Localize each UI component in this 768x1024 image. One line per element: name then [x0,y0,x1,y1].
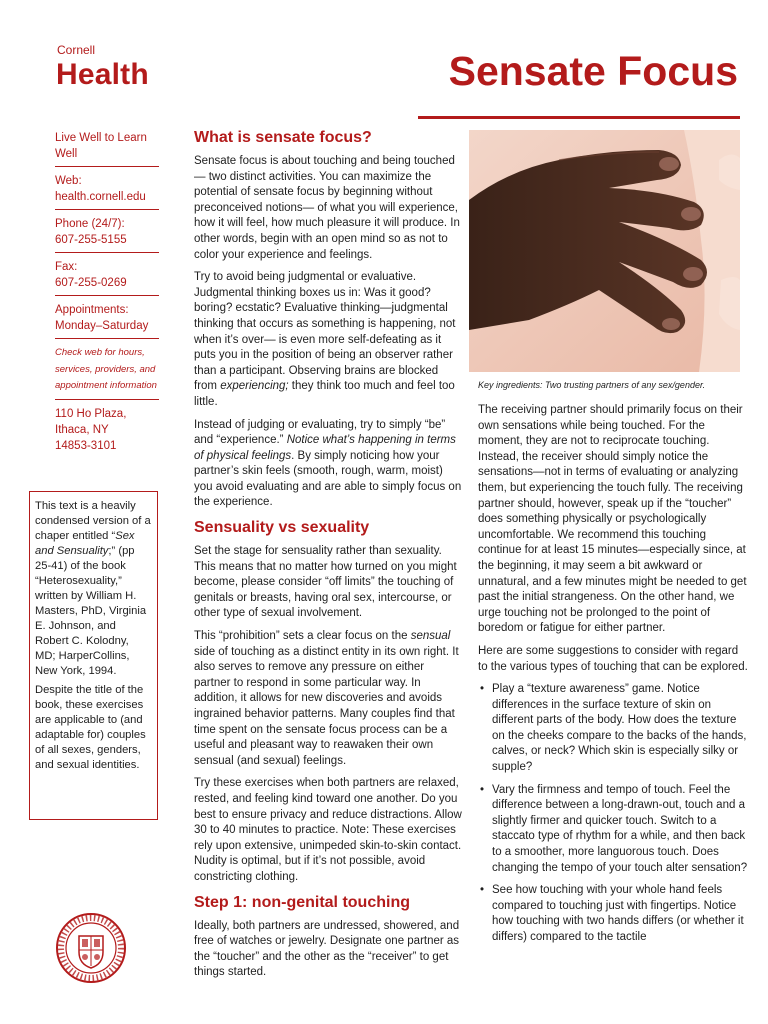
appointments-days: Monday–Saturday [55,320,149,332]
cornell-seal-icon [55,912,127,984]
heading-step-1: Step 1: non-genital touching [194,893,410,911]
phone-number[interactable]: 607-255-5155 [55,234,127,246]
address-line-1: 110 Ho Plaza, [55,407,127,420]
paragraph: Set the stage for sensuality rather than sexuality. This means that no matter how turned on you might become, please consider “off limits” the touching of genitals or breasts, having oral sex, intercourse, or other type of sexual involvement. [194,545,457,620]
paragraph: Sensate focus is about touching and being touched — two distinct activities. You can maximize the potential of sensate focus by beginning without preconceived notions— of what you will experience, how it will feel, how much pleasure it will produce. In other words, begin with an open mind so as not to color your experience and feelings. [194,155,460,261]
source-note: This text is a heavily condensed version of a chaper entitled “Sex and Sensuality;” (pp 25-41) of the book “Heterosexuality,” written by William H. Masters, PhD, Virginia E. Johnson, and Robert C. Kolodny, MD; HarperCollins, New York, 1994. [35,500,151,677]
fax-label: Fax: [55,261,78,273]
brand-health: Health [56,58,149,91]
list-item: • Vary the firmness and tempo of touch. Feel the difference between a long-drawn-out, touch and a slightly firmer and quicker touch. Switch to a staccato type of rhythm for a while, and then back to a smoother, more languorous touch. Does changing the tempo of your touch alter sensation? [478,783,750,877]
heading-what-is: What is sensate focus? [194,129,372,146]
document-title: Sensate Focus [448,48,738,94]
list-item: • Play a “texture awareness” game. Notice differences in the surface texture of skin on different parts of the body. How does the texture on the cheeks compare to the backs of the hands, calves, or neck? Which skin is especially silky or supple? [478,682,750,776]
contact-fax [55,257,159,296]
address-line-3: 14853-3101 [55,439,117,452]
paragraph: Here are some suggestions to consider with regard to the various types of touching that can be explored. [478,644,748,673]
paragraph: Ideally, both partners are undressed, showered, and free of watches or jewelry. Designate one partner as the “toucher” and the other as the “receiver” to get things started. [194,919,460,979]
address-line-2: Ithaca, NY [55,423,109,436]
heading-sensuality: Sensuality vs sexuality [194,519,370,537]
contact-note: Check web for hours, services, providers, and appointment information [55,343,159,400]
middle-column [194,128,462,988]
paragraph: Try these exercises when both partners are relaxed, rested, and feeling kind toward one another. Do you best to ensure privacy and reduce distractions. Allow 30 to 40 minutes to practice. Note: These exercises rely upon extensive, unimpeded skin-to-skin contact. Nudity is optimal, but if it’s not possible, avoid constricting clothing. [194,777,462,883]
list-item: • See how touching with your whole hand feels compared to touching just with fingertips. Notice how touching with two hands differs (or whether it differs) compared to the tactile [478,883,750,945]
adaptability-note: Despite the title of the book, these exercises are applicable to (and adaptable for) couples of all sexes, genders, and sexual identities. [35,684,146,771]
paragraph: Try to avoid being judgmental or evaluative. Judgmental thinking boxes us in: Was it good? boring? ecstatic? Evaluative thinking—judgmental thinking that occurs as something is happening, not when it’s over— is even more self-defeating as it puts you in the position of being an observer rather than a participant. Observing brains are blocked from experiencing; they think too much and feel too little. [194,271,456,408]
paragraph: The receiving partner should primarily focus on their own sensations while being touched. For the moment, they are not to reciprocate touching. Instead, the receiver should simply notice the sensations—not in terms of evaluating or analyzing them, but experiencing the touch fully. The receiving partner should, however, speak up if the “toucher” does something physically or psychologically uncomfortable. We recommend this touching continue for at least 15 minutes—especially since, at the beginning, it may seem a bit awkward or unnatural, and a few minutes might be needed to get past the initial strangeness. On the other hand, we urge touching not be prolonged to the point of boredom or fatigue for either partner. [478,404,747,635]
phone-label: Phone (24/7): [55,218,125,230]
title-rule [418,116,740,119]
fax-number: 607-255-0269 [55,277,127,289]
source-note-box [29,491,158,820]
paragraph: This “prohibition” sets a clear focus on the sensual side of touching as a distinct entity in its own right. It also serves to remove any pressure on either partner to respond in some particular way. In addition, it allows for new discoveries and avoids ingrained behavior patterns. Many couples find that time spent on the sensate focus process can be a useful and pleasant way to reawaken their own sensual (and sexual) feelings. [194,630,459,767]
web-label: Web: [55,175,82,187]
paragraph: Instead of judging or evaluating, try to simply “be” and “experience.” Notice what’s happening in terms of physical feelings. By simply noticing how your partner’s skin feels (smooth, rough, warm, moist) you avoid evaluating and are able to simply focus on the experience. [194,418,462,509]
contact-tagline: Live Well to Learn Well [55,128,159,167]
contact-appointments [55,300,159,339]
contact-phone [55,214,159,253]
brand-cornell: Cornell [57,43,96,57]
appointments-label: Appointments: [55,304,129,316]
contact-address [55,404,159,458]
web-link[interactable]: health.cornell.edu [55,191,146,203]
right-column [478,403,750,953]
contact-column [55,128,159,462]
photo-caption: Key ingredients: Two trusting partners of any sex/gender. [478,380,706,390]
hands-photo [469,130,740,372]
contact-web [55,171,159,210]
